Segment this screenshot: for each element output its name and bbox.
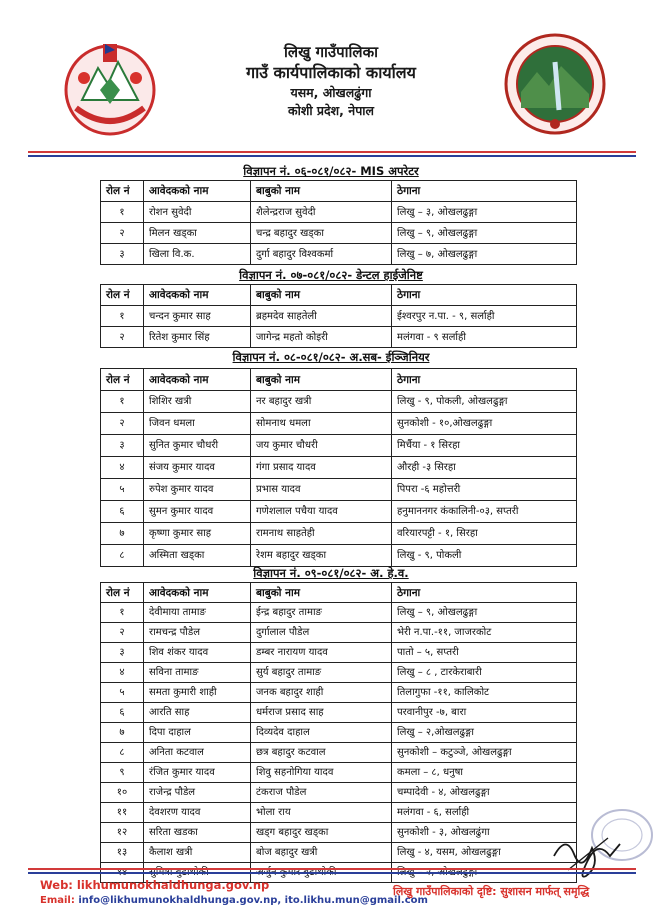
father-name: ब्रहमदेव साहतेली <box>251 306 392 327</box>
candidate-table <box>100 582 577 883</box>
municipality-name: लिखु गाउँपालिका <box>284 43 378 61</box>
table-row <box>101 843 577 863</box>
table-row <box>101 823 577 843</box>
address: तिलागुफा -११, कालिकोट <box>392 683 577 703</box>
nepal-emblem-icon <box>60 38 160 138</box>
father-name: डम्बर नारायण यादव <box>251 643 392 663</box>
applicant-name: रुपेश कुमार यादव <box>144 479 251 501</box>
address: परवानीपुर -७, बारा <box>392 703 577 723</box>
table-row <box>101 545 577 567</box>
address: कमला – ८, धनुषा <box>392 763 577 783</box>
roll-no: ११ <box>101 803 144 823</box>
col-roll-no: रोल नं <box>101 285 144 306</box>
email-label: Email: <box>40 895 75 906</box>
father-name: शिवु सहनोगिया यादव <box>251 763 392 783</box>
table-row <box>101 479 577 501</box>
col-father-name: बाबुको नाम <box>251 285 392 306</box>
applicant-name: खिला वि.क. <box>144 244 251 265</box>
address: पातो – ५, सप्तरी <box>392 643 577 663</box>
table-row <box>101 413 577 435</box>
roll-no: ७ <box>101 723 144 743</box>
col-address: ठेगाना <box>392 181 577 202</box>
applicant-name: रंजित कुमार यादव <box>144 763 251 783</box>
applicant-name: रितेश कुमार सिंह <box>144 327 251 348</box>
roll-no: २ <box>101 223 144 244</box>
footer-rule-red <box>28 868 636 870</box>
father-name: खड्ग बहादुर खड्का <box>251 823 392 843</box>
address: लिखु – ७, ओखलढुङ्गा <box>392 244 577 265</box>
footer-website <box>40 878 269 892</box>
father-name: धर्मराज प्रसाद साह <box>251 703 392 723</box>
father-name: सुर्य बहादुर तामाङ <box>251 663 392 683</box>
col-applicant-name: आवेदकको नाम <box>144 181 251 202</box>
col-address: ठेगाना <box>392 285 577 306</box>
roll-no: ६ <box>101 501 144 523</box>
address: लिखु – ९, ओखलढुङ्गा <box>392 223 577 244</box>
roll-no: ५ <box>101 683 144 703</box>
father-name: छत्र बहादुर कटवाल <box>251 743 392 763</box>
col-roll-no: रोल नं <box>101 583 144 603</box>
father-name: दुर्गालाल पौडेल <box>251 623 392 643</box>
province-country: कोशी प्रदेश, नेपाल <box>287 103 375 118</box>
notice-title: विज्ञापन नं. ०७-०८१/०८२- डेन्टल हाईजेनिष्ट <box>239 268 423 282</box>
col-roll-no: रोल नं <box>101 369 144 391</box>
roll-no: १ <box>101 306 144 327</box>
address: सुनकोशी – कटुञ्जे, ओखलढुङ्गा <box>392 743 577 763</box>
table-row <box>101 783 577 803</box>
father-name: गंगा प्रसाद यादव <box>251 457 392 479</box>
applicant-name: मिलन खड्का <box>144 223 251 244</box>
father-name: जय कुमार चौधरी <box>251 435 392 457</box>
roll-no: १२ <box>101 823 144 843</box>
col-address: ठेगाना <box>392 583 577 603</box>
roll-no: ८ <box>101 545 144 567</box>
applicant-name: अस्मिता खड्का <box>144 545 251 567</box>
table-row <box>101 435 577 457</box>
roll-no: ३ <box>101 435 144 457</box>
applicant-name: संजय कुमार यादव <box>144 457 251 479</box>
applicant-name: सविना तामाङ <box>144 663 251 683</box>
father-name: टंकराज पौडेल <box>251 783 392 803</box>
applicant-name: शिव शंकर यादव <box>144 643 251 663</box>
col-father-name: बाबुको नाम <box>251 583 392 603</box>
table-row <box>101 623 577 643</box>
candidate-table <box>100 284 577 348</box>
roll-no: ३ <box>101 244 144 265</box>
table-row <box>101 202 577 223</box>
header-rule-blue <box>28 155 636 157</box>
roll-no: ७ <box>101 523 144 545</box>
table-row <box>101 763 577 783</box>
col-applicant-name: आवेदकको नाम <box>144 369 251 391</box>
address: मिर्चैया - १ सिरहा <box>392 435 577 457</box>
table-row <box>101 391 577 413</box>
table-row <box>101 457 577 479</box>
address: सुनकोशी - १०,ओखलढुङ्गा <box>392 413 577 435</box>
table-row <box>101 603 577 623</box>
col-address: ठेगाना <box>392 369 577 391</box>
address: चम्पादेवी - ४, ओखलढुङ्गा <box>392 783 577 803</box>
candidate-table <box>100 180 577 265</box>
father-name: शैलेन्द्रराज सुवेदी <box>251 202 392 223</box>
father-name: जागेन्द्र महतो कोइरी <box>251 327 392 348</box>
address: लिखु - ४, यसम, ओखलढुङ्गा <box>392 843 577 863</box>
applicant-name: रामचन्द्र पौडेल <box>144 623 251 643</box>
table-header-row <box>101 583 577 603</box>
table-row <box>101 327 577 348</box>
applicant-name: आरति साह <box>144 703 251 723</box>
address: सुनकोशी - ३, ओखलढुंगा <box>392 823 577 843</box>
father-name: सोमनाथ धमला <box>251 413 392 435</box>
father-name: ईन्द्र बहादुर तामाङ <box>251 603 392 623</box>
applicant-name: दिपा दाहाल <box>144 723 251 743</box>
address: पिपरा -६ महोत्तरी <box>392 479 577 501</box>
father-name: भोला राय <box>251 803 392 823</box>
office-header <box>160 42 502 120</box>
office-location: यसम, ओखलढुंगा <box>290 85 372 100</box>
address: औरही -३ सिरहा <box>392 457 577 479</box>
father-name: जनक बहादुर शाही <box>251 683 392 703</box>
address: लिखु - ९, पोकली, ओखलढुङ्गा <box>392 391 577 413</box>
office-name: गाउँ कार्यपालिकाको कार्यालय <box>246 63 416 82</box>
applicant-name: जिवन धमला <box>144 413 251 435</box>
table-row <box>101 723 577 743</box>
father-name: रामनाथ साहतेही <box>251 523 392 545</box>
table-row <box>101 683 577 703</box>
roll-no: १ <box>101 202 144 223</box>
header-rule-red <box>28 151 636 153</box>
footer-motto: लिखु गाउँपालिकाको दृष्टि: सुशासन मार्फत् समृद्धि <box>393 885 590 898</box>
roll-no: ८ <box>101 743 144 763</box>
address: लिखु – ८ , टारकेराबारी <box>392 663 577 683</box>
table-row <box>101 523 577 545</box>
applicant-name: रोशन सुवेदी <box>144 202 251 223</box>
address: मलंगवा - ६, सर्लाही <box>392 803 577 823</box>
address: भेरी न.पा.-११, जाजरकोट <box>392 623 577 643</box>
table-row <box>101 663 577 683</box>
applicant-name: राजेन्द्र पौडेल <box>144 783 251 803</box>
roll-no: ४ <box>101 663 144 683</box>
table-row <box>101 643 577 663</box>
table-header-row <box>101 181 577 202</box>
address: मलंगवा - ९ सर्लाही <box>392 327 577 348</box>
table-row <box>101 306 577 327</box>
roll-no: ३ <box>101 643 144 663</box>
table-row <box>101 703 577 723</box>
table-header-row <box>101 285 577 306</box>
applicant-name: अनिता कटवाल <box>144 743 251 763</box>
col-applicant-name: आवेदकको नाम <box>144 285 251 306</box>
table-row <box>101 501 577 523</box>
email-link[interactable]: info@likhumunokhaldhunga.gov.np, ito.likhu.mun@gmail.com <box>78 895 428 906</box>
table-row <box>101 244 577 265</box>
table-row <box>101 803 577 823</box>
roll-no: २ <box>101 327 144 348</box>
applicant-name: कैलाश खत्री <box>144 843 251 863</box>
website-label: Web: <box>40 878 73 892</box>
address: लिखु – ९, ओखलढुङ्गा <box>392 603 577 623</box>
table-row <box>101 223 577 244</box>
address: लिखु – ३, ओखलढुङ्गा <box>392 202 577 223</box>
roll-no: १३ <box>101 843 144 863</box>
col-roll-no: रोल नं <box>101 181 144 202</box>
footer-rule-blue <box>28 872 636 874</box>
roll-no: ५ <box>101 479 144 501</box>
roll-no: ४ <box>101 457 144 479</box>
applicant-name: देवशरण यादव <box>144 803 251 823</box>
father-name: दुर्गा बहादुर विश्वकर्मा <box>251 244 392 265</box>
notice-title: विज्ञापन नं. ०९-०८१/०८२- अ. हे.व. <box>253 566 409 580</box>
applicant-name: सुमन कुमार यादव <box>144 501 251 523</box>
table-row <box>101 743 577 763</box>
applicant-name: शिशिर खत्री <box>144 391 251 413</box>
applicant-name: कृष्णा कुमार साह <box>144 523 251 545</box>
applicant-name: देवीमाया तामाङ <box>144 603 251 623</box>
roll-no: १ <box>101 603 144 623</box>
roll-no: ९ <box>101 763 144 783</box>
address: वरियारपट्टी - १, सिरहा <box>392 523 577 545</box>
father-name: रेशम बहादुर खड्का <box>251 545 392 567</box>
roll-no: १० <box>101 783 144 803</box>
father-name: नर बहादुर खत्री <box>251 391 392 413</box>
father-name: बोज बहादुर खत्री <box>251 843 392 863</box>
table-header-row <box>101 369 577 391</box>
roll-no: १ <box>101 391 144 413</box>
father-name: दिव्यदेव दाहाल <box>251 723 392 743</box>
notice-title: विज्ञापन नं. ०८-०८१/०८२- अ.सब- ईञ्जिनियर <box>232 350 430 364</box>
municipality-seal-icon <box>503 32 607 136</box>
applicant-name: चन्दन कुमार साह <box>144 306 251 327</box>
notice-title: विज्ञापन नं. ०६-०८१/०८२- MIS अपरेटर <box>243 164 419 178</box>
website-link[interactable]: likhumunokhaldhunga.gov.np <box>76 878 270 892</box>
father-name: गणेशलाल पचैया यादव <box>251 501 392 523</box>
applicant-name: सरिता खडका <box>144 823 251 843</box>
roll-no: २ <box>101 623 144 643</box>
col-applicant-name: आवेदकको नाम <box>144 583 251 603</box>
col-father-name: बाबुको नाम <box>251 181 392 202</box>
col-father-name: बाबुको नाम <box>251 369 392 391</box>
applicant-name: समता कुमारी शाही <box>144 683 251 703</box>
address: ईश्वरपुर न.पा. - ९, सर्लाही <box>392 306 577 327</box>
address: लिखु - ९, पोकली <box>392 545 577 567</box>
footer-email <box>40 895 428 906</box>
father-name: प्रभास यादव <box>251 479 392 501</box>
roll-no: २ <box>101 413 144 435</box>
candidate-table <box>100 368 577 567</box>
applicant-name: सुनित कुमार चौधरी <box>144 435 251 457</box>
signature-icon <box>548 826 628 886</box>
father-name: चन्द्र बहादुर खड्का <box>251 223 392 244</box>
address: हनुमाननगर कंकालिनी-०३, सप्तरी <box>392 501 577 523</box>
roll-no: ६ <box>101 703 144 723</box>
address: लिखु – २,ओखलढुङ्गा <box>392 723 577 743</box>
